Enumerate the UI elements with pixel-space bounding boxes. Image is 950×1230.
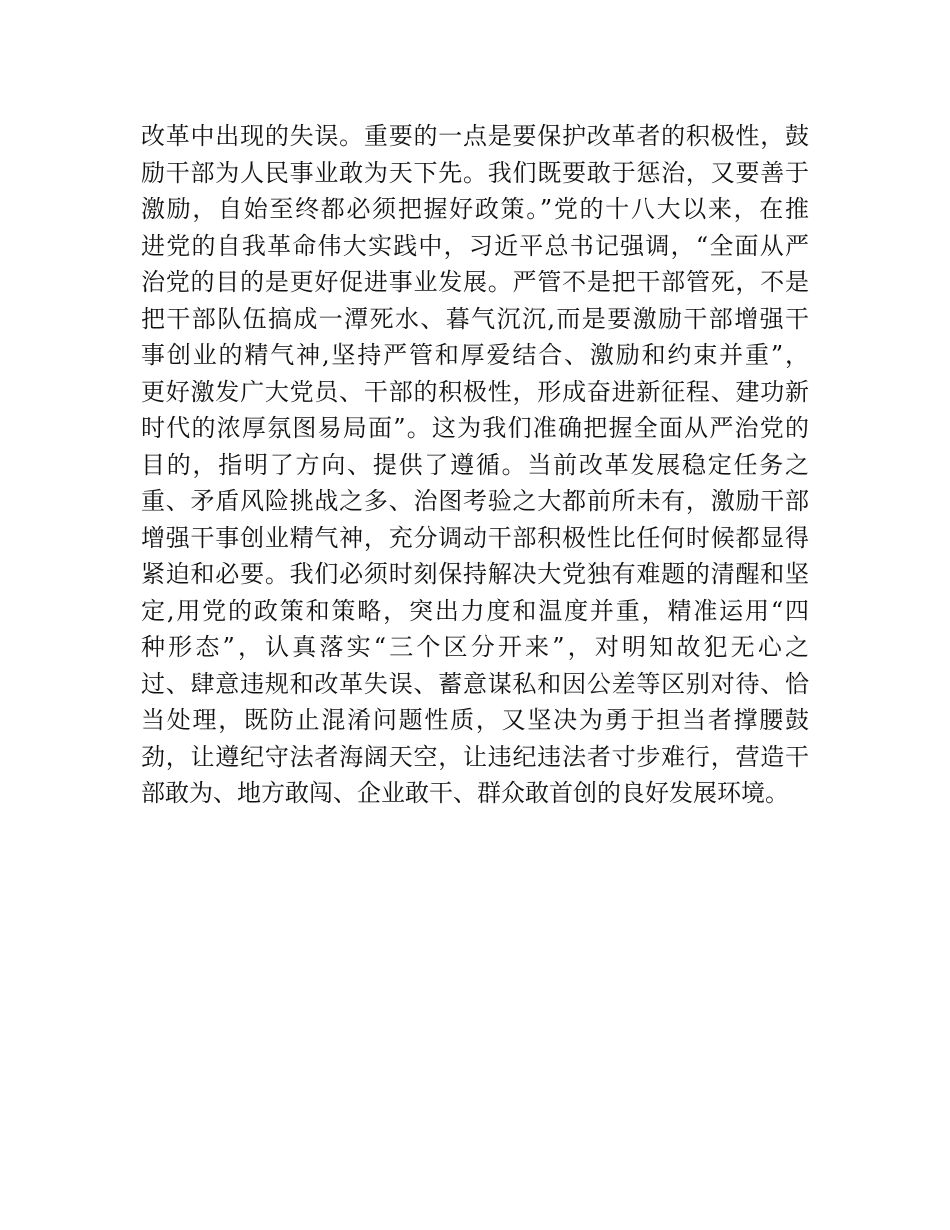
text-line: 更好激发广大党员、干部的积极性，形成奋进新征程、建功新 (141, 377, 809, 406)
text-line: 激励，自始至终都必须把握好政策。”党的十八大以来，在推 (141, 195, 809, 223)
body-paragraph (141, 118, 821, 812)
text-line: 励干部为人民事业敢为天下先。我们既要敢于惩治，又要善于 (141, 158, 809, 187)
text-line: 进党的自我革命伟大实践中，习近平总书记强调，“全面从严 (141, 231, 809, 260)
text-line: 改革中出现的失误。重要的一点是要保护改革者的积极性，鼓 (141, 122, 809, 150)
text-line: 部敢为、地方敢闯、企业敢干、群众敢首创的良好发展环境。 (141, 779, 789, 807)
text-line: 治党的目的是更好促进事业发展。严管不是把干部管死，不是 (141, 268, 809, 296)
text-line: 过、肆意违规和改革失误、蓄意谋私和因公差等区别对待、恰 (141, 669, 809, 698)
text-line: 当处理，既防止混淆问题性质，又坚决为勇于担当者撑腰鼓 (141, 706, 809, 734)
text-line: 把干部队伍搞成一潭死水、暮气沉沉,而是要激励干部增强干 (141, 304, 809, 333)
text-line: 定,用党的政策和策略，突出力度和温度并重，精准运用“四 (141, 596, 809, 625)
text-line: 时代的浓厚氛图易局面”。这为我们准确把握全面从严治党的 (141, 414, 809, 442)
text-line: 目的，指明了方向、提供了遵循。当前改革发展稳定任务之 (141, 450, 809, 479)
text-line: 重、矛盾风险挑战之多、治图考验之大都前所未有，激励干部 (141, 487, 809, 515)
text-line: 劲，让遵纪守法者海阔天空，让违纪违法者寸步难行，营造干 (141, 742, 809, 771)
text-line: 紧迫和必要。我们必须时刻保持解决大党独有难题的清醒和坚 (141, 560, 809, 588)
text-line: 种形态”，认真落实“三个区分开来”，对明知故犯无心之 (141, 633, 809, 661)
text-line: 事创业的精气神,坚持严管和厚爱结合、激励和约束并重”， (141, 341, 809, 369)
text-line: 增强干事创业精气神，充分调动干部积极性比任何时候都显得 (141, 523, 809, 552)
